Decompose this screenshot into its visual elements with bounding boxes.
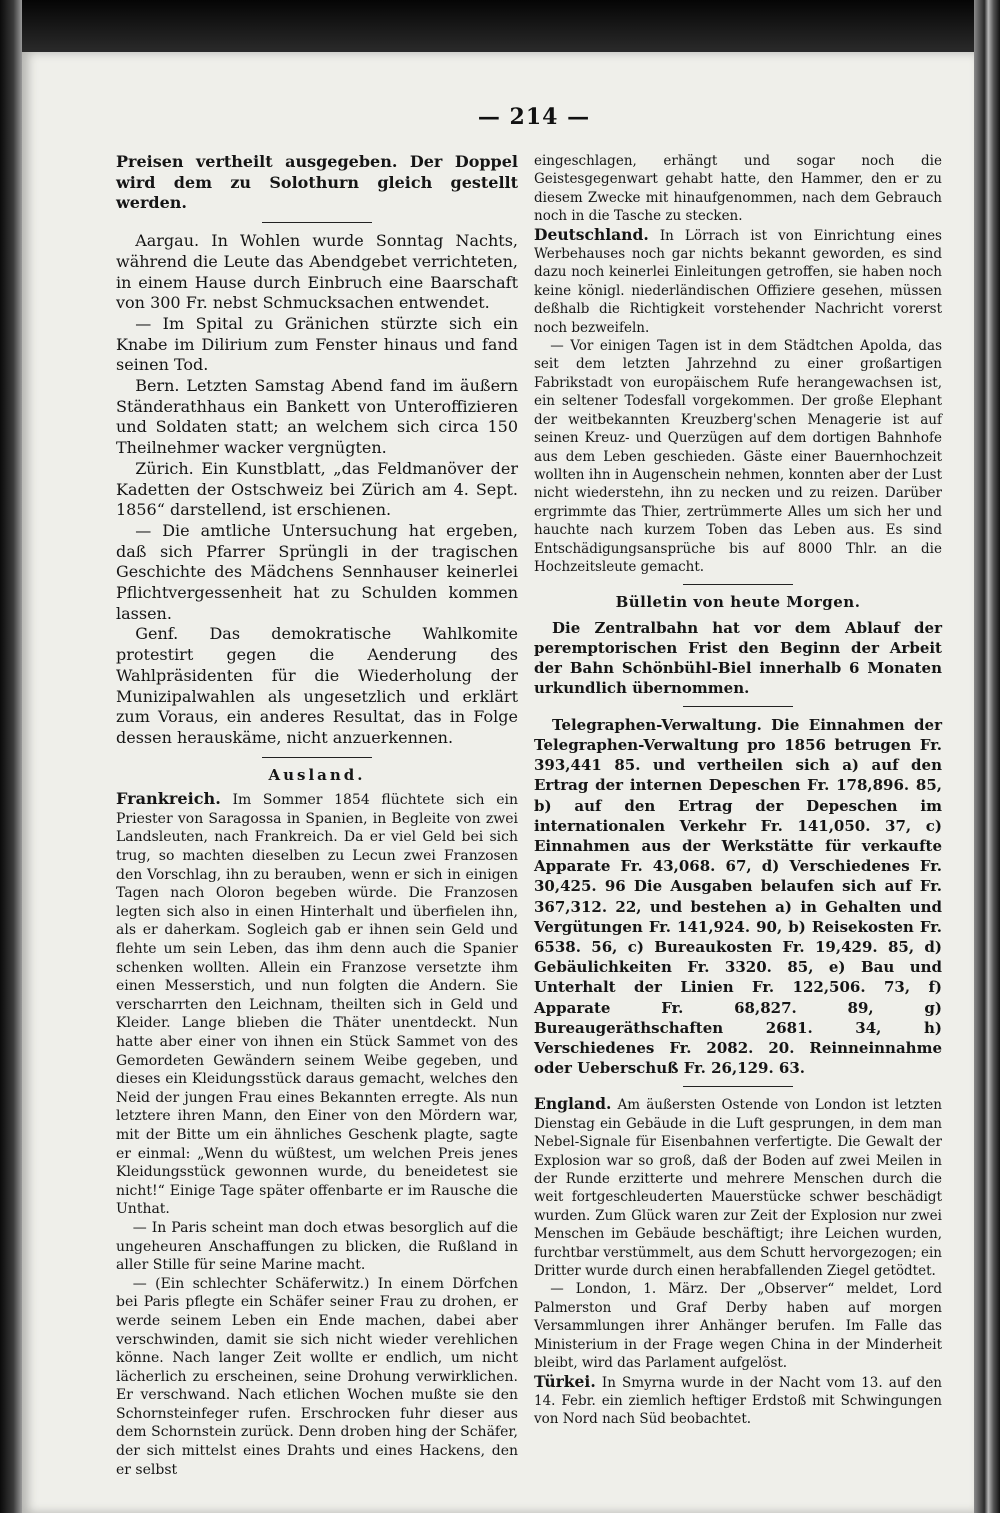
article-text: In Lörrach ist von Einrichtung eines Werbehauses noch gar nichts bekannt geworden, es sind dazu noch keinerlei Einleitungen getroffen, sie haben noch keine königl. niederländischen Offiziere gesehen, müssen deßhalb die Richtigkeit vorstehender Nachricht vorerst noch bezweifeln. [534, 227, 942, 336]
article-paragraph: Bern. Letzten Samstag Abend fand im äußern Ständerathhaus ein Bankett von Unteroffizieren und Soldaten statt; an welchem sich circa 150 Theilnehmer wacker vergnügten. [116, 376, 518, 458]
article-text: Im Sommer 1854 flüchtete sich ein Priester von Saragossa in Spanien, in Begleite von zwei Landsleuten, nach Frankreich. Da er viel Geld bei sich trug, so machten dieselben zu Lecun zwei Franzosen den Vorschlag, ihn zu berauben, wenn er sich in einigen Tagen nach Oloron begeben würde. Die Franzosen legten sich also in einen Hinterhalt und überfielen ihn, als er daherkam. Sogleich gab er ihnen sein Geld und flehte um sein Leben, das ihm denn auch die Spanier schenken wollten. Allein ein Franzose versetzte ihm einen Messerstich, und nun folgten die Andern. Sie verscharrten den Leichnam, theilten sich in Geld und Kleider. Lange blieben die Thäter unentdeckt. Nun hatte aber einer von ihnen ein Stück Sammet von des Gemordeten Gewändern seinem Weibe gegeben, und dieses ein Kleidungsstück daraus gemacht, welches den Neid der jungen Frau eines Bekannten erregte. Als nun letztere ihren Mann, den Einer von den Mördern war, mit der Bitte um ein ähnliches Geschenk plagte, sagte er einmal: „Wenn du wüßtest, um welchen Preis jenes Kleidungsstück gewonnen wurde, du beneidetest sie nicht!“ Einige Tage später offenbarte er im Rausche die Unthat. [116, 792, 518, 1218]
section-divider [683, 1086, 793, 1087]
article-text: Am äußersten Ostende von London ist letzten Dienstag ein Gebäude in die Luft gesprungen, in dem man Nebel-Signale für Eisenbahnen verfertigte. Die Gewalt der Explosion war so groß, daß der Boden auf zwei Meilen in der Runde erzitterte und mehrere Menschen durch die weit fortgeschleuderten Mauerstücke schwer beschädigt wurden. Zum Glück waren zur Zeit der Explosion nur zwei Menschen im Gebäude beschäftigt; ihre Leichen wurden, furchtbar verstümmelt, aus dem Schutt hervorgezogen; ein Dritter wurde durch einen herabfallenden Ziegel getödtet. [534, 1097, 942, 1280]
article-paragraph: — Die amtliche Untersuchung hat ergeben, daß sich Pfarrer Sprüngli in der tragischen Geschichte des Mädchens Sennhauser keinerlei Pflichtvergessenheit hat zu Schulden kommen lassen. [116, 520, 518, 623]
section-divider [262, 222, 372, 223]
telegraph-article: Telegraphen-Verwaltung. Die Einnahmen der Telegraphen-Verwaltung pro 1856 betrugen Fr. 393,441 85. und vertheilen sich a) auf den Ertrag der internen Depeschen Fr. 178,896. 85, b) auf den Ertrag der Depeschen im internationalen Verkehr Fr. 141,050. 37, c) Einnahmen aus der Werkstätte für verkaufte Apparate Fr. 43,068. 67, d) Verschiedenes Fr. 30,425. 96 Die Ausgaben belaufen sich auf Fr. 367,312. 22, und bestehen a) in Gehalten und Vergütungen Fr. 141,924. 90, b) Reisekosten Fr. 6538. 56, c) Bureaukosten Fr. 19,429. 85, d) Gebäulichkeiten Fr. 3320. 85, e) Bau und Unterhalt der Linien Fr. 122,506. 73, f) Apparate Fr. 68,827. 89, g) Bureaugeräthschaften 2681. 34, h) Verschiedenes Fr. 2082. 20. Reinneinnahme oder Ueberschuß Fr. 26,129. 63. [534, 715, 942, 1078]
england-article [534, 1095, 942, 1280]
ausland-heading: Ausland. [268, 765, 366, 784]
section-divider [262, 757, 372, 758]
article-paragraph: — In Paris scheint man doch etwas besorglich auf die ungeheuren Anschaffungen zu blicken, die Rußland in aller Stille für seine Marine macht. [116, 1219, 518, 1274]
country-label: Frankreich. [116, 789, 221, 809]
bulletin-heading: Bülletin von heute Morgen. [615, 593, 861, 612]
section-divider [683, 584, 793, 585]
article-paragraph: Genf. Das demokratische Wahlkomite protestirt gegen die Aenderung des Wahlpräsidenten für die Wiederholung der Munizipalwahlen als ungesetzlich und erklärt zum Voraus, ein anderes Resultat, das in Folge dessen herauskäme, nicht anzuerkennen. [116, 624, 518, 747]
article-paragraph: Die Zentralbahn hat vor dem Ablauf der peremptorischen Frist den Beginn der Arbeit der Bahn Schönbühl-Biel innerhalb 6 Monaten urkundlich übernommen. [534, 618, 942, 697]
country-label: England. [534, 1094, 612, 1114]
article-paragraph: eingeschlagen, erhängt und sogar noch die Geistesgegenwart gehabt hatte, den Hammer, den er zu diesem Zwecke mit hinaufgenommen, nach dem Gebrauch noch in die Tasche zu stecken. [534, 153, 942, 225]
article-paragraph: Aargau. In Wohlen wurde Sonntag Nachts, während die Leute das Abendgebet verrichteten, in einem Hause durch Einbruch eine Baarschaft von 300 Fr. nebst Schmucksachen entwendet. [116, 231, 518, 313]
country-label: Deutschland. [534, 224, 649, 244]
right-column [534, 152, 942, 1429]
article-paragraph: Preisen vertheilt ausgegeben. Der Doppel wird dem zu Solothurn gleich gestellt werden. [116, 152, 518, 213]
country-label: Türkei. [534, 1371, 596, 1391]
section-divider [683, 706, 793, 707]
scan-top-border [0, 0, 1000, 52]
deutschland-article [534, 226, 942, 337]
tuerkei-article [534, 1373, 942, 1429]
scan-binding-edge [0, 0, 22, 1513]
article-paragraph: — Vor einigen Tagen ist in dem Städtchen Apolda, das seit dem letzten Jahrzehnd zu einer großartigen Fabrikstadt von europäischem Rufe herangewachsen ist, ein seltener Todesfall vorgekommen. Der große Elephant der weitbekannten Kreuzberg'schen Menagerie ist auf seinen Kreuz- und Querzügen auf dem dortigen Bahnhofe aus dem Leben geschieden. Gäste einer Bauernhochzeit wollten ihn in Augenschein nehmen, konnten aber der Lust nicht wiederstehn, ihn zu necken und zu reizen. Darüber ergrimmte das Thier, zertrümmerte Alles um sich her und hauchte nach kurzem Toben das Leben aus. Es sind Entschädigungsansprüche bis auf 8000 Thlr. an die Hochzeitsleute gemacht. [534, 338, 942, 575]
left-column [116, 152, 518, 1479]
article-paragraph: — London, 1. März. Der „Observer“ meldet, Lord Palmerston und Graf Derby haben auf morgen Versammlungen ihrer Anhänger berufen. Im Falle das Ministerium in der Frage wegen China in der Minderheit bleibt, wird das Parlament aufgelöst. [534, 1281, 942, 1372]
article-paragraph: — (Ein schlechter Schäferwitz.) In einem Dörfchen bei Paris pflegte ein Schäfer seiner Frau zu drohen, er werde seinem Leben ein Ende machen, dabei aber verschwinden, damit sie sich nicht wieder verehlichen könne. Nach langer Zeit wollte er endlich, um nicht lächerlich zu erscheinen, seine Drohung verwirklichen. Er verschwand. Nach etlichen Wochen mußte sie den Schornsteinfeger rufen. Erschrocken fuhr dieser aus dem Schornstein zurück. Denn droben hing der Schäfer, der sich mittelst eines Drahts und eines Hackens, den er selbst [116, 1275, 518, 1478]
frankreich-article [116, 790, 518, 1219]
article-text: In Smyrna wurde in der Nacht vom 13. auf den 14. Febr. ein ziemlich heftiger Erdstoß mit Schwingungen von Nord nach Süd beobachtet. [534, 1374, 942, 1428]
article-paragraph: — Im Spital zu Gränichen stürzte sich ein Knabe im Dilirium zum Fenster hinaus und fand seinen Tod. [116, 313, 518, 375]
article-paragraph: Zürich. Ein Kunstblatt, „das Feldmanöver der Kadetten der Ostschweiz bei Zürich am 4. Sept. 1856“ darstellend, ist erschienen. [116, 458, 518, 520]
page-number: — 214 — [477, 104, 591, 130]
scan-right-edge [974, 0, 1000, 1513]
